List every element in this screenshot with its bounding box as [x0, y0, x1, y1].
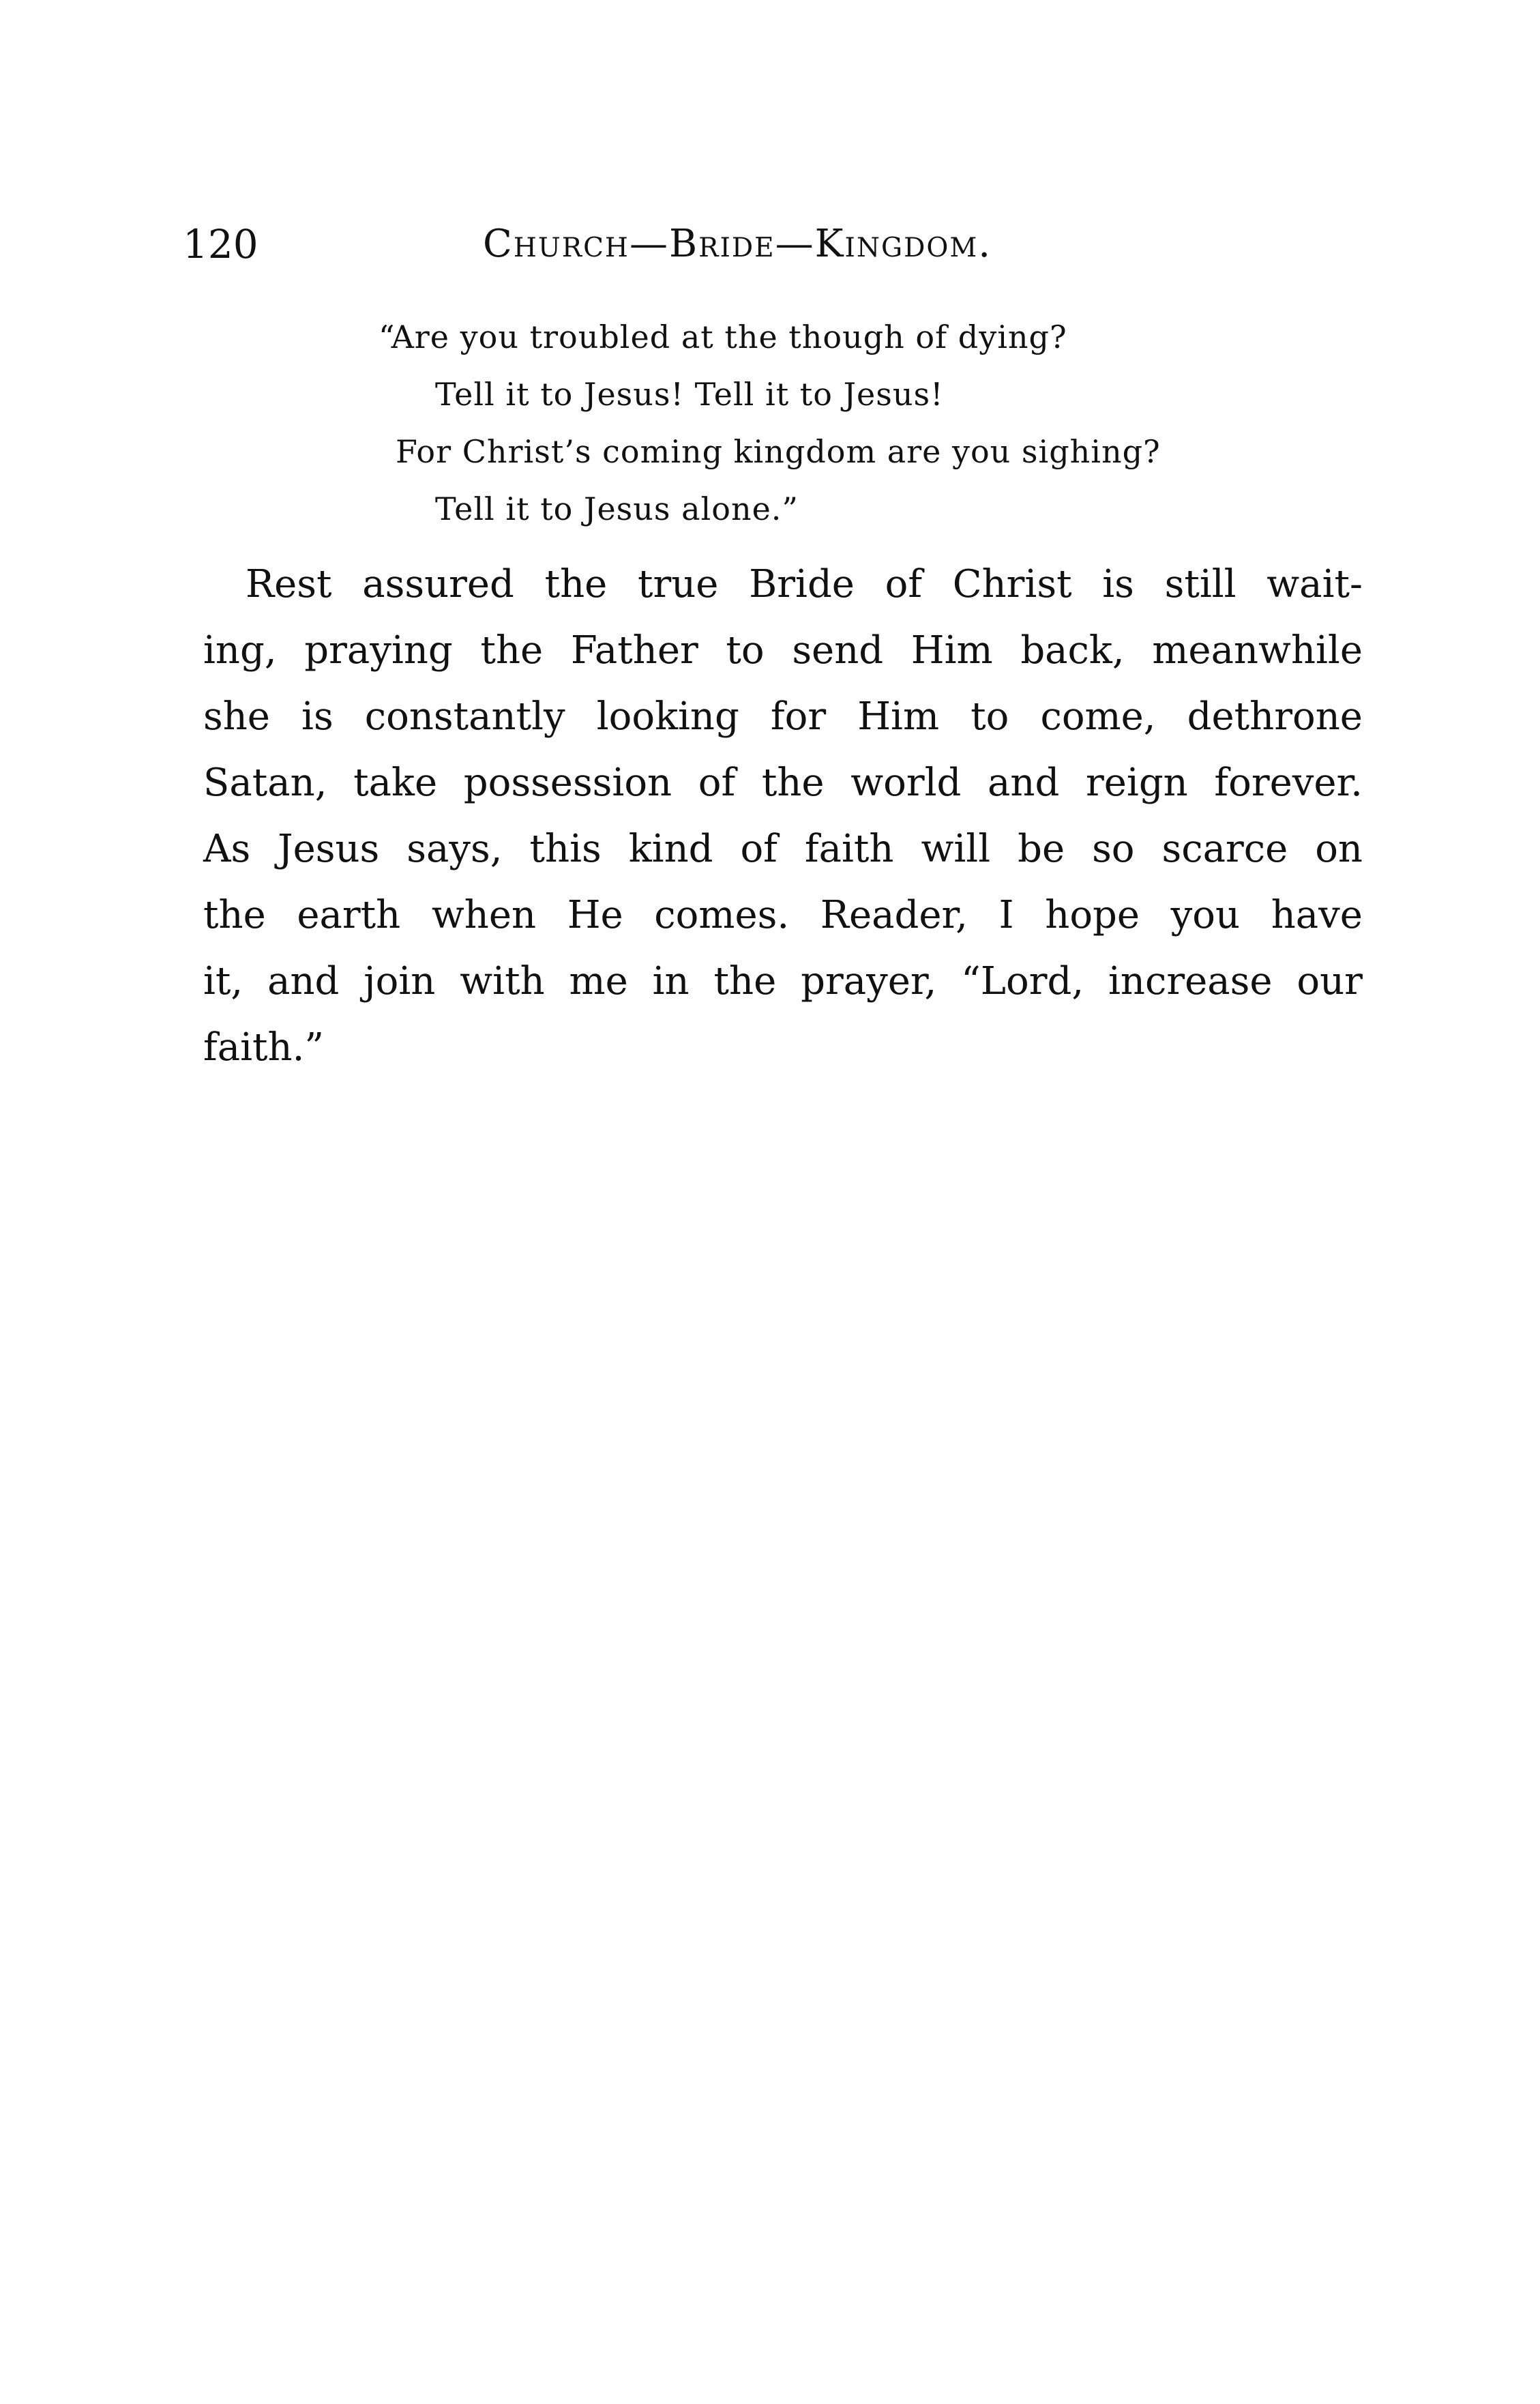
word: still: [1164, 562, 1237, 606]
word: Him: [857, 694, 940, 739]
word: the: [480, 628, 544, 673]
word: reign: [1086, 761, 1188, 805]
word: so: [1092, 827, 1135, 871]
word: to: [971, 694, 1009, 739]
word: “Lord,: [961, 959, 1084, 1003]
word: the: [203, 893, 266, 937]
word: Jesus: [278, 827, 380, 871]
word: kind: [628, 827, 713, 871]
word: and: [267, 959, 340, 1003]
paragraph-line: [203, 684, 1363, 750]
word: with: [460, 959, 545, 1003]
word: the: [761, 761, 825, 805]
poem-line: “Are you troubled at the though of dying?: [379, 319, 1067, 355]
word: join: [364, 959, 436, 1003]
running-head: Church—Bride—Kingdom.: [483, 222, 992, 266]
word: and: [988, 761, 1060, 805]
word: of: [885, 562, 923, 606]
poem-line: For Christ’s coming kingdom are you sighing?: [396, 433, 1161, 470]
word: in: [652, 959, 690, 1003]
word: true: [637, 562, 719, 606]
word: Father: [570, 628, 698, 673]
word: prayer,: [801, 959, 937, 1003]
poem-line: Tell it to Jesus! Tell it to Jesus!: [435, 376, 944, 413]
word: me: [569, 959, 628, 1003]
paragraph-line: [203, 551, 1363, 617]
word: comes.: [654, 893, 790, 937]
word: is: [1102, 562, 1134, 606]
word: increase: [1108, 959, 1273, 1003]
word: the: [713, 959, 777, 1003]
poem-line: Tell it to Jesus alone.”: [435, 490, 799, 527]
word: the: [544, 562, 608, 606]
word: Him: [910, 628, 993, 673]
word: on: [1315, 827, 1363, 871]
word: Christ: [952, 562, 1072, 606]
word: have: [1271, 893, 1363, 937]
word: our: [1297, 959, 1363, 1003]
word: it,: [203, 959, 243, 1003]
word: constantly: [364, 694, 565, 739]
paragraph-line: [203, 816, 1363, 882]
word: will: [921, 827, 991, 871]
word: possession: [463, 761, 672, 805]
word: is: [301, 694, 334, 739]
body-paragraph: [203, 551, 1363, 1081]
paragraph-line: [203, 750, 1363, 816]
word: He: [567, 893, 623, 937]
word: earth: [297, 893, 401, 937]
word: Satan,: [203, 761, 327, 805]
word: I: [998, 893, 1014, 937]
paragraph-line: faith.”: [203, 1025, 325, 1070]
word: take: [353, 761, 438, 805]
word: of: [740, 827, 778, 871]
word: forever.: [1214, 761, 1363, 805]
word: she: [203, 694, 270, 739]
word: scarce: [1161, 827, 1288, 871]
word: world: [850, 761, 962, 805]
word: for: [770, 694, 827, 739]
word: you: [1170, 893, 1241, 937]
word: be: [1018, 827, 1065, 871]
poem-quote: [379, 308, 1333, 538]
word: back,: [1020, 628, 1125, 673]
word: come,: [1040, 694, 1156, 739]
word: when: [431, 893, 537, 937]
word: hope: [1045, 893, 1140, 937]
word: dethrone: [1187, 694, 1363, 739]
word: looking: [596, 694, 739, 739]
word: send: [792, 628, 884, 673]
word: As: [203, 827, 251, 871]
word: Bride: [749, 562, 855, 606]
word: of: [698, 761, 736, 805]
word: says,: [406, 827, 503, 871]
word: Rest: [246, 562, 332, 606]
word: meanwhile: [1152, 628, 1363, 673]
word: Reader,: [820, 893, 968, 937]
word: praying: [304, 628, 453, 673]
page-header: [183, 217, 1363, 272]
paragraph-line: [203, 948, 1363, 1014]
word: to: [726, 628, 765, 673]
page-number: 120: [183, 221, 258, 267]
word: ing,: [203, 628, 277, 673]
word: wait-: [1267, 562, 1363, 606]
paragraph-line: [203, 617, 1363, 684]
paragraph-line: [203, 882, 1363, 948]
word: assured: [362, 562, 514, 606]
word: this: [529, 827, 602, 871]
word: faith: [804, 827, 894, 871]
